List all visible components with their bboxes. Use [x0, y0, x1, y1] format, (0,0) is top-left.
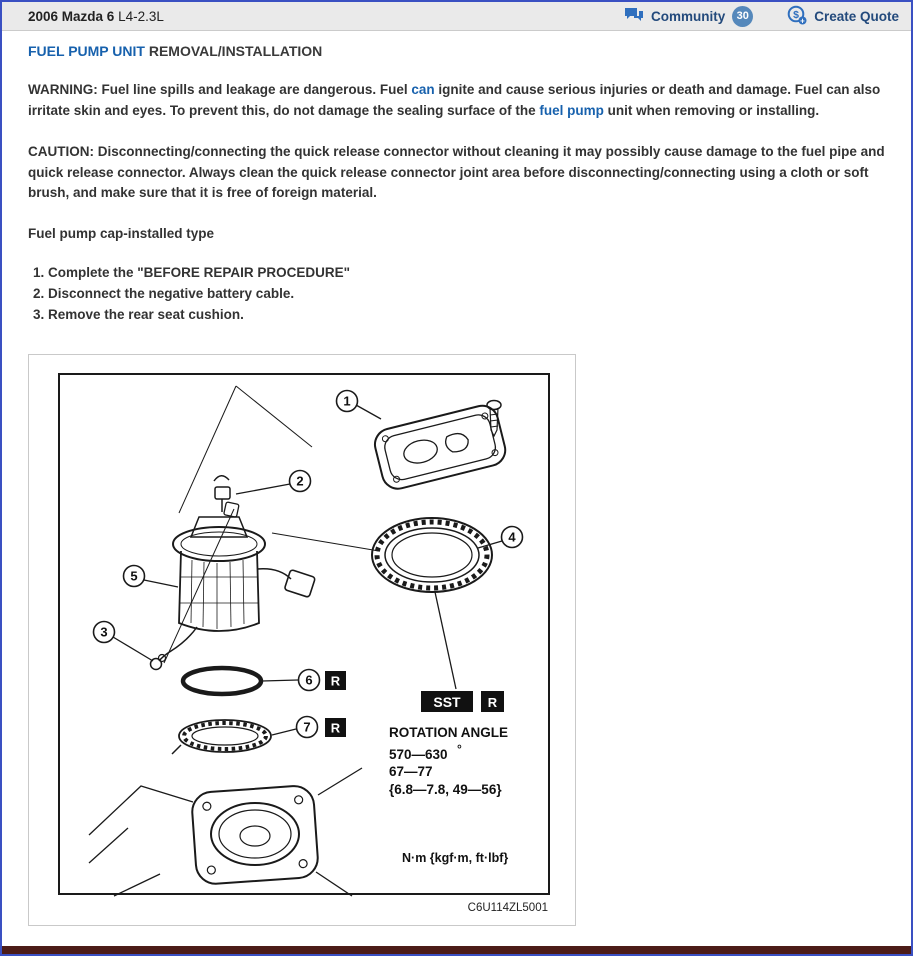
- callout-3: [94, 621, 154, 661]
- r-badge-sst: [481, 691, 504, 712]
- step-item: 3. Remove the rear seat cushion.: [48, 304, 885, 325]
- diagram-frame: [59, 374, 549, 894]
- r-badge-seal: [325, 718, 346, 737]
- svg-text:ROTATION ANGLE: ROTATION ANGLE: [389, 724, 508, 740]
- svg-text:R: R: [330, 673, 341, 688]
- part-tank-opening: [89, 768, 362, 896]
- sst-badge: [421, 691, 473, 712]
- warning-text-pre: WARNING: Fuel line spills and leakage are dangerous. Fuel: [28, 82, 412, 97]
- warning-paragraph: [28, 80, 885, 121]
- part-seal-ring: [172, 720, 271, 754]
- torque-units-text: N·m {kgf·m, ft·lbf}: [402, 850, 509, 865]
- svg-text:R: R: [330, 720, 341, 735]
- vehicle-engine: L4-2.3L: [118, 8, 164, 24]
- community-count-badge: 30: [732, 6, 753, 27]
- warning-link-fuel-pump[interactable]: fuel pump: [539, 102, 604, 118]
- warning-text-post: unit when removing or installing.: [603, 102, 820, 118]
- create-quote-icon: [787, 5, 807, 28]
- sst-leader-line: [435, 592, 456, 689]
- degree-symbol: °: [457, 741, 462, 756]
- svg-text:2: 2: [296, 473, 304, 488]
- callout-6: [262, 669, 320, 690]
- community-icon: [624, 7, 644, 26]
- callout-5: [124, 565, 179, 587]
- page-title: [28, 43, 885, 59]
- svg-text:R: R: [487, 694, 498, 710]
- procedure-subtitle: Fuel pump cap-installed type: [28, 225, 215, 241]
- part-screw: [487, 400, 501, 436]
- exploded-diagram-svg: [29, 355, 577, 927]
- community-button[interactable]: [624, 6, 753, 27]
- vehicle-title: [28, 9, 164, 24]
- svg-text:7: 7: [303, 719, 311, 734]
- topbar-actions: [624, 5, 899, 28]
- svg-text:67—77: 67—77: [389, 763, 433, 779]
- create-quote-button[interactable]: [787, 5, 899, 28]
- figure-code: C6U114ZL5001: [467, 901, 548, 914]
- svg-text:5: 5: [130, 568, 138, 583]
- steps-list: [28, 262, 885, 325]
- step-item: 2. Disconnect the negative battery cable.: [48, 283, 885, 304]
- dollar-glyph: $: [793, 8, 800, 21]
- title-link[interactable]: FUEL PUMP UNIT: [28, 43, 145, 59]
- top-bar: [2, 2, 911, 31]
- callout-7: [272, 716, 318, 737]
- bottom-bar: [2, 946, 911, 954]
- part-lock-ring: [372, 518, 492, 592]
- plus-glyph: +: [800, 16, 806, 25]
- title-rest: REMOVAL/INSTALLATION: [148, 43, 323, 59]
- part-fuel-pump: [151, 475, 316, 669]
- create-quote-label: Create Quote: [814, 8, 899, 24]
- callouts: [94, 390, 523, 737]
- step-item: 1. Complete the "BEFORE REPAIR PROCEDURE": [48, 262, 885, 283]
- svg-text:4: 4: [508, 529, 516, 544]
- rotation-angle-text: [389, 725, 508, 797]
- svg-text:570—630: 570—630: [389, 746, 448, 762]
- svg-text:6: 6: [305, 672, 313, 687]
- part-cover-plate: [372, 402, 509, 492]
- part-o-ring: [183, 668, 261, 694]
- warning-link-can[interactable]: can: [411, 82, 435, 97]
- r-badge-oring: [325, 671, 346, 690]
- warning-text-mid: ignite and cause serious injuries or death and damage. Fuel can also irritate skin and eyes. To prevent this, do not damage the sealing surface of the: [28, 82, 881, 118]
- caution-paragraph: CAUTION: Disconnecting/connecting the quick release connector without cleaning it may possibly cause damage to the fuel pipe and quick release connector. Always clean the quick release connector joint area before disconnecting/connecting using a cloth or soft brush, and make sure that it is free of foreign material.: [28, 144, 885, 200]
- svg-text:1: 1: [343, 393, 351, 408]
- diagram-figure: [28, 354, 576, 926]
- callout-2: [236, 470, 311, 494]
- callout-1: [337, 390, 382, 419]
- community-label: Community: [650, 8, 726, 24]
- vehicle-name: 2006 Mazda 6: [28, 8, 115, 24]
- document-content: [2, 31, 911, 946]
- svg-text:SST: SST: [433, 693, 461, 710]
- svg-text:3: 3: [100, 624, 108, 639]
- svg-text:{6.8—7.8, 49—56}: {6.8—7.8, 49—56}: [389, 781, 502, 797]
